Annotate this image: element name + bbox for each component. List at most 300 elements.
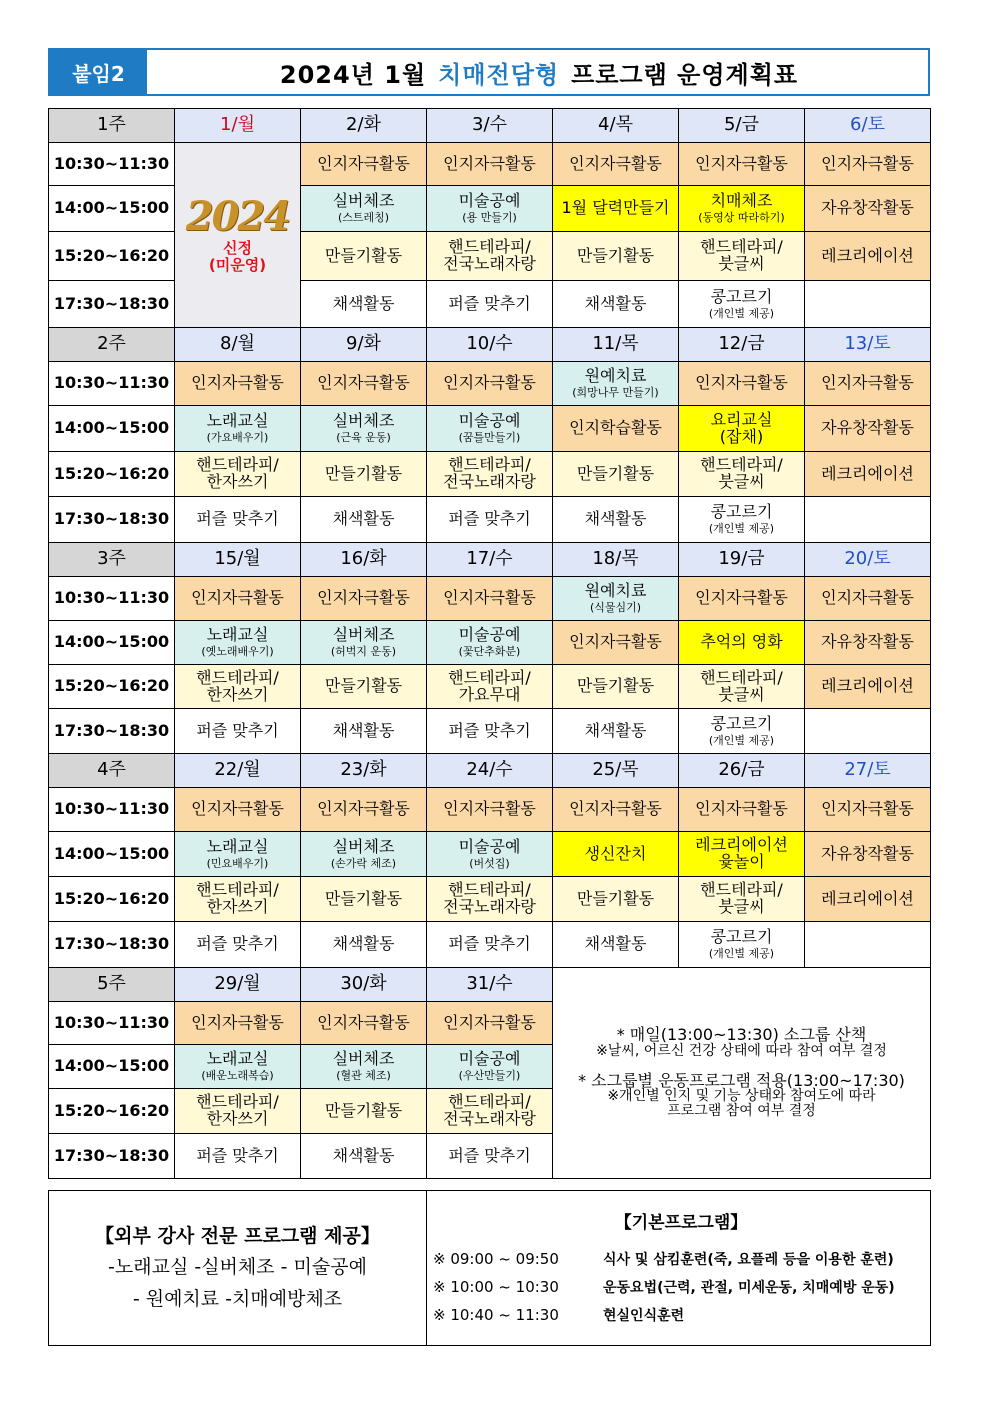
time-row: [49, 665, 931, 709]
activity-name: 요리교실: [710, 409, 773, 429]
activity-name: 인지자극활동: [317, 153, 410, 173]
activity-detail: (허벅지 운동): [330, 645, 397, 659]
activity-name: 인지자극활동: [191, 373, 284, 393]
time-row: [49, 877, 931, 922]
activity-name: 핸드테라피/: [196, 880, 279, 900]
time-slot: 17:30~18:30: [49, 497, 175, 543]
activity-name: 퍼즐 맞추기: [448, 720, 531, 740]
activity-cell: [301, 1002, 427, 1045]
activity-cell: [175, 877, 301, 922]
activity-name: 미술공예: [458, 1049, 521, 1069]
external-line-1: -노래교실 -실버체조 - 미술공예: [108, 1256, 367, 1279]
basic-item: [433, 1301, 929, 1329]
week-label: 1주: [49, 109, 175, 143]
title-suffix: 프로그램 운영계획표: [571, 60, 799, 89]
activity-name: 콩고르기: [710, 927, 773, 947]
activity-detail: (꽃단추화분): [458, 645, 521, 659]
activity-name-line2: 한자쓰기: [206, 1109, 269, 1128]
activity-cell: [553, 362, 679, 406]
time-row: [49, 497, 931, 543]
day-header: 18/목: [553, 543, 679, 577]
activity-name: 콩고르기: [710, 502, 773, 522]
activity-cell: [805, 665, 931, 709]
activity-name: 레크리에이션: [821, 245, 914, 265]
activity-cell: [427, 1045, 553, 1089]
activity-name-line2: 가요무대: [458, 684, 521, 704]
activity-detail: (꿈틀만들기): [458, 431, 521, 445]
activity-name: 핸드테라피/: [700, 880, 783, 900]
activity-name-line2: 전국노래자랑: [443, 472, 536, 491]
activity-cell: [301, 1089, 427, 1134]
activity-name: 퍼즐 맞추기: [196, 1145, 279, 1165]
activity-name: 레크리에이션: [821, 463, 914, 483]
external-line-2: - 원예치료 -치매예방체조: [132, 1287, 343, 1310]
activity-cell: [553, 922, 679, 968]
activity-name: 핸드테라피/: [700, 237, 783, 257]
week-header-row: [49, 109, 931, 143]
activity-name: 만들기활동: [324, 245, 403, 265]
activity-name: 핸드테라피/: [196, 667, 279, 687]
activity-cell: [805, 452, 931, 497]
activity-detail: (근육 운동): [336, 431, 391, 445]
activity-cell: [553, 452, 679, 497]
activity-name: 채색활동: [332, 720, 395, 740]
activity-cell: [553, 497, 679, 543]
day-header: 16/화: [301, 543, 427, 577]
activity-name: 만들기활동: [324, 676, 403, 696]
activity-name-line2: (잡채): [719, 426, 764, 446]
activity-name: 인지자극활동: [695, 799, 788, 819]
activity-cell: [553, 621, 679, 665]
time-slot: 10:30~11:30: [49, 788, 175, 832]
external-title: 【외부 강사 전문 프로그램 제공】: [95, 1224, 380, 1247]
activity-name: 노래교실: [206, 625, 269, 645]
time-slot: 15:20~16:20: [49, 232, 175, 281]
activity-cell: [679, 406, 805, 452]
activity-detail: (손가락 체조): [330, 856, 397, 870]
activity-name: 채색활동: [332, 934, 395, 954]
activity-cell: [427, 1089, 553, 1134]
activity-name: 만들기활동: [324, 888, 403, 908]
activity-cell: [805, 621, 931, 665]
basic-desc: 운동요법(근력, 관절, 미세운동, 치매예방 운동): [603, 1279, 895, 1296]
time-slot: 17:30~18:30: [49, 922, 175, 968]
activity-cell: [301, 665, 427, 709]
activity-cell: [175, 452, 301, 497]
activity-name: 인지자극활동: [191, 1012, 284, 1032]
day-header: 20/토: [805, 543, 931, 577]
activity-name: 인지자극활동: [317, 799, 410, 819]
activity-name: 1월 달력만들기: [561, 198, 670, 218]
day-header: 9/화: [301, 328, 427, 362]
activity-name: 핸드테라피/: [448, 455, 531, 475]
day-header: 1/월: [175, 109, 301, 143]
day-header: 19/금: [679, 543, 805, 577]
activity-name: 만들기활동: [576, 463, 655, 483]
activity-name: 인지자극활동: [695, 373, 788, 393]
activity-cell: [679, 577, 805, 621]
activity-name: 퍼즐 맞추기: [196, 509, 279, 529]
time-row: [49, 621, 931, 665]
activity-cell: [679, 788, 805, 832]
activity-name: 핸드테라피/: [196, 455, 279, 475]
activity-name: 퍼즐 맞추기: [196, 934, 279, 954]
activity-name: 치매체조: [710, 191, 773, 211]
activity-detail: (식물심기): [589, 601, 642, 615]
page-title: [150, 50, 928, 94]
activity-name: 인지자극활동: [443, 153, 536, 173]
activity-name: 퍼즐 맞추기: [448, 509, 531, 529]
day-header: 3/수: [427, 109, 553, 143]
activity-name: 인지자극활동: [569, 632, 662, 652]
title-highlight: 치매전담형: [438, 60, 560, 89]
activity-cell: [427, 1002, 553, 1045]
activity-name: 채색활동: [584, 509, 647, 529]
activity-cell: [805, 577, 931, 621]
activity-name: 인지자극활동: [191, 588, 284, 608]
activity-cell: [805, 232, 931, 281]
activity-cell: [301, 143, 427, 186]
activity-cell: [301, 922, 427, 968]
time-slot: 10:30~11:30: [49, 577, 175, 621]
basic-time: ※ 10:40 ~ 11:30: [433, 1305, 559, 1324]
activity-cell: [175, 665, 301, 709]
time-slot: 10:30~11:30: [49, 362, 175, 406]
activity-name: 인지자극활동: [191, 799, 284, 819]
activity-cell: [805, 406, 931, 452]
activity-cell: [427, 232, 553, 281]
activity-cell: [427, 281, 553, 328]
activity-cell: [301, 709, 427, 754]
activity-name-line2: 전국노래자랑: [443, 254, 536, 273]
activity-cell: [679, 922, 805, 968]
activity-cell: [175, 832, 301, 877]
program-info-table: [48, 1190, 931, 1346]
activity-cell: [301, 452, 427, 497]
activity-cell: [427, 143, 553, 186]
activity-name: 인지자극활동: [821, 588, 914, 608]
activity-name: 채색활동: [584, 720, 647, 740]
activity-name: 자유창작활동: [821, 418, 914, 438]
activity-cell: [427, 497, 553, 543]
activity-cell: [805, 281, 931, 328]
activity-name: 만들기활동: [576, 676, 655, 696]
day-header: 30/화: [301, 968, 427, 1002]
basic-time: ※ 09:00 ~ 09:50: [433, 1249, 559, 1268]
note-exercise-sub1: ※개인별 인지 및 기능 상태와 참여도에 따라: [607, 1088, 876, 1105]
activity-name: 인지자극활동: [443, 373, 536, 393]
activity-cell: [175, 362, 301, 406]
activity-cell: [679, 832, 805, 877]
time-row: [49, 709, 931, 754]
activity-name: 핸드테라피/: [448, 667, 531, 687]
day-header: 2/화: [301, 109, 427, 143]
activity-name-line2: 전국노래자랑: [443, 897, 536, 916]
activity-cell: [553, 577, 679, 621]
time-slot: 17:30~18:30: [49, 709, 175, 754]
day-header: 6/토: [805, 109, 931, 143]
week-label: 2주: [49, 328, 175, 362]
activity-cell: [427, 621, 553, 665]
day-header: 8/월: [175, 328, 301, 362]
activity-cell: [679, 877, 805, 922]
week-label: 3주: [49, 543, 175, 577]
activity-cell: [301, 877, 427, 922]
activity-detail: (희망나무 만들기): [572, 386, 659, 400]
time-row: [49, 788, 931, 832]
activity-detail: (버섯집): [469, 856, 510, 870]
holiday-name: 신정: [223, 238, 252, 257]
activity-cell: [301, 362, 427, 406]
day-header: 22/월: [175, 754, 301, 788]
day-header: 4/목: [553, 109, 679, 143]
activity-cell: [175, 1045, 301, 1089]
notes-cell: [553, 968, 931, 1179]
activity-name: 노래교실: [206, 836, 269, 856]
day-header: 23/화: [301, 754, 427, 788]
time-row: [49, 362, 931, 406]
activity-cell: [553, 232, 679, 281]
activity-name: 인지자극활동: [317, 373, 410, 393]
activity-name-line2: 붓글씨: [718, 254, 765, 273]
activity-detail: (개인별 제공): [708, 733, 775, 747]
activity-name: 인지자극활동: [317, 588, 410, 608]
activity-cell: [427, 709, 553, 754]
time-slot: 17:30~18:30: [49, 281, 175, 328]
activity-cell: [427, 186, 553, 232]
time-slot: 17:30~18:30: [49, 1134, 175, 1179]
activity-name: 미술공예: [458, 836, 521, 856]
activity-cell: [553, 877, 679, 922]
activity-detail: (개인별 제공): [708, 522, 775, 536]
activity-name-line2: 붓글씨: [718, 684, 765, 704]
basic-item: [433, 1273, 929, 1301]
activity-cell: [175, 497, 301, 543]
activity-cell: [301, 406, 427, 452]
activity-name: 인지자극활동: [695, 588, 788, 608]
activity-detail: (개인별 제공): [708, 947, 775, 961]
day-header: 15/월: [175, 543, 301, 577]
activity-cell: [679, 709, 805, 754]
day-header: 11/목: [553, 328, 679, 362]
activity-cell: [553, 406, 679, 452]
day-header: 26/금: [679, 754, 805, 788]
attachment-badge: 붙임2: [50, 50, 150, 94]
time-row: [49, 143, 931, 186]
time-slot: 10:30~11:30: [49, 1002, 175, 1045]
activity-name: 채색활동: [584, 934, 647, 954]
activity-name: 인지자극활동: [443, 799, 536, 819]
activity-name: 핸드테라피/: [196, 1092, 279, 1112]
activity-cell: [427, 665, 553, 709]
activity-name: 인지자극활동: [317, 1012, 410, 1032]
activity-cell: [553, 281, 679, 328]
activity-name: 인지자극활동: [821, 373, 914, 393]
activity-name: 원예치료: [584, 366, 647, 386]
activity-name-line2: 전국노래자랑: [443, 1109, 536, 1128]
time-slot: 15:20~16:20: [49, 1089, 175, 1134]
activity-name: 미술공예: [458, 191, 521, 211]
basic-time: ※ 10:00 ~ 10:30: [433, 1277, 559, 1296]
activity-name: 인지자극활동: [821, 153, 914, 173]
activity-cell: [175, 709, 301, 754]
activity-name: 핸드테라피/: [448, 237, 531, 257]
activity-name: 인지자극활동: [821, 799, 914, 819]
activity-detail: (민요배우기): [206, 856, 269, 870]
activity-name-line2: 한자쓰기: [206, 472, 269, 491]
activity-name: 실버체조: [332, 836, 395, 856]
activity-cell: [679, 186, 805, 232]
activity-cell: [427, 577, 553, 621]
activity-name: 노래교실: [206, 1049, 269, 1069]
activity-cell: [805, 832, 931, 877]
activity-cell: [805, 186, 931, 232]
basic-title: 【기본프로그램】: [614, 1212, 748, 1233]
day-header: 24/수: [427, 754, 553, 788]
year-artwork: 2024: [185, 192, 290, 240]
activity-name: 채색활동: [332, 509, 395, 529]
activity-detail: (혈관 체조): [336, 1069, 391, 1083]
title-prefix: 2024년 1월: [279, 60, 427, 89]
activity-detail: (우산만들기): [458, 1069, 521, 1083]
activity-cell: [301, 497, 427, 543]
activity-name: 퍼즐 맞추기: [196, 720, 279, 740]
day-header: 31/수: [427, 968, 553, 1002]
day-header: 12/금: [679, 328, 805, 362]
note-walk-sub: ※날씨, 어르신 건강 상태에 따라 참여 여부 결정: [596, 1042, 887, 1059]
activity-detail: (용 만들기): [462, 211, 517, 225]
activity-name: 실버체조: [332, 625, 395, 645]
activity-name: 미술공예: [458, 411, 521, 431]
activity-name: 자유창작활동: [821, 632, 914, 652]
activity-cell: [301, 1045, 427, 1089]
activity-name: 실버체조: [332, 411, 395, 431]
activity-cell: [301, 1134, 427, 1179]
activity-detail: (가요배우기): [206, 431, 269, 445]
activity-detail: (스트레칭): [337, 211, 390, 225]
activity-cell: [427, 788, 553, 832]
note-walk: * 매일(13:00~13:30) 소그룹 산책: [616, 1025, 867, 1045]
time-slot: 10:30~11:30: [49, 143, 175, 186]
activity-name: 실버체조: [332, 1049, 395, 1069]
activity-name: 인지자극활동: [569, 799, 662, 819]
activity-cell: [175, 1002, 301, 1045]
time-slot: 14:00~15:00: [49, 186, 175, 232]
activity-cell: [805, 709, 931, 754]
activity-name-line2: 한자쓰기: [206, 684, 269, 704]
page-header: [48, 48, 930, 96]
activity-name: 레크리에이션: [821, 888, 914, 908]
activity-name-line2: 윷놀이: [718, 852, 765, 871]
activity-name: 핸드테라피/: [448, 880, 531, 900]
week-header-row: [49, 968, 931, 1002]
activity-name: 핸드테라피/: [700, 455, 783, 475]
activity-name: 핸드테라피/: [448, 1092, 531, 1112]
activity-name: 콩고르기: [710, 713, 773, 733]
week-label: 5주: [49, 968, 175, 1002]
activity-name-line2: 한자쓰기: [206, 897, 269, 916]
activity-cell: [679, 497, 805, 543]
activity-cell: [175, 577, 301, 621]
activity-cell: [301, 186, 427, 232]
new-year-dragon-image: [177, 192, 298, 275]
activity-cell: [679, 143, 805, 186]
activity-cell: [805, 788, 931, 832]
activity-name: 추억의 영화: [700, 632, 783, 652]
week-header-row: [49, 543, 931, 577]
time-row: [49, 922, 931, 968]
time-row: [49, 452, 931, 497]
activity-cell: [427, 1134, 553, 1179]
week-label: 4주: [49, 754, 175, 788]
activity-name: 레크리에이션: [695, 835, 788, 855]
activity-cell: [301, 832, 427, 877]
day-header: 10/수: [427, 328, 553, 362]
time-slot: 15:20~16:20: [49, 665, 175, 709]
activity-name-line2: 붓글씨: [718, 472, 765, 491]
time-slot: 14:00~15:00: [49, 621, 175, 665]
day-header: 25/목: [553, 754, 679, 788]
time-slot: 14:00~15:00: [49, 406, 175, 452]
activity-name: 인지학습활동: [569, 418, 662, 438]
activity-cell: [427, 832, 553, 877]
activity-cell: [301, 621, 427, 665]
activity-cell: [553, 709, 679, 754]
activity-name: 퍼즐 맞추기: [448, 293, 531, 313]
basic-desc: 현실인식훈련: [603, 1307, 685, 1324]
day-header: 13/토: [805, 328, 931, 362]
day-header: 29/월: [175, 968, 301, 1002]
basic-item: [433, 1245, 929, 1273]
activity-name: 콩고르기: [710, 286, 773, 306]
activity-cell: [175, 788, 301, 832]
activity-cell: [805, 877, 931, 922]
activity-name: 미술공예: [458, 625, 521, 645]
activity-cell: [175, 922, 301, 968]
activity-name: 만들기활동: [576, 888, 655, 908]
holiday-status: (미운영): [208, 256, 267, 274]
activity-cell: [301, 577, 427, 621]
activity-name: 퍼즐 맞추기: [448, 1145, 531, 1165]
time-slot: 14:00~15:00: [49, 1045, 175, 1089]
external-programs: [49, 1191, 427, 1346]
activity-cell: [553, 788, 679, 832]
activity-name: 채색활동: [584, 293, 647, 313]
activity-name: 원예치료: [584, 581, 647, 601]
day-header: 5/금: [679, 109, 805, 143]
activity-detail: (배운노래복습): [201, 1069, 274, 1083]
activity-name: 퍼즐 맞추기: [448, 934, 531, 954]
activity-name: 인지자극활동: [695, 153, 788, 173]
activity-cell: [427, 452, 553, 497]
activity-name: 레크리에이션: [821, 676, 914, 696]
activity-cell: [805, 362, 931, 406]
activity-name: 만들기활동: [324, 463, 403, 483]
activity-cell: [805, 497, 931, 543]
holiday-cell: [175, 143, 301, 328]
time-slot: 15:20~16:20: [49, 877, 175, 922]
activity-name: 실버체조: [332, 191, 395, 211]
activity-name: 자유창작활동: [821, 843, 914, 863]
activity-cell: [679, 665, 805, 709]
activity-cell: [805, 922, 931, 968]
activity-name-line2: 붓글씨: [718, 897, 765, 916]
activity-name: 채색활동: [332, 293, 395, 313]
activity-cell: [427, 406, 553, 452]
activity-cell: [427, 877, 553, 922]
activity-cell: [301, 281, 427, 328]
activity-cell: [301, 788, 427, 832]
